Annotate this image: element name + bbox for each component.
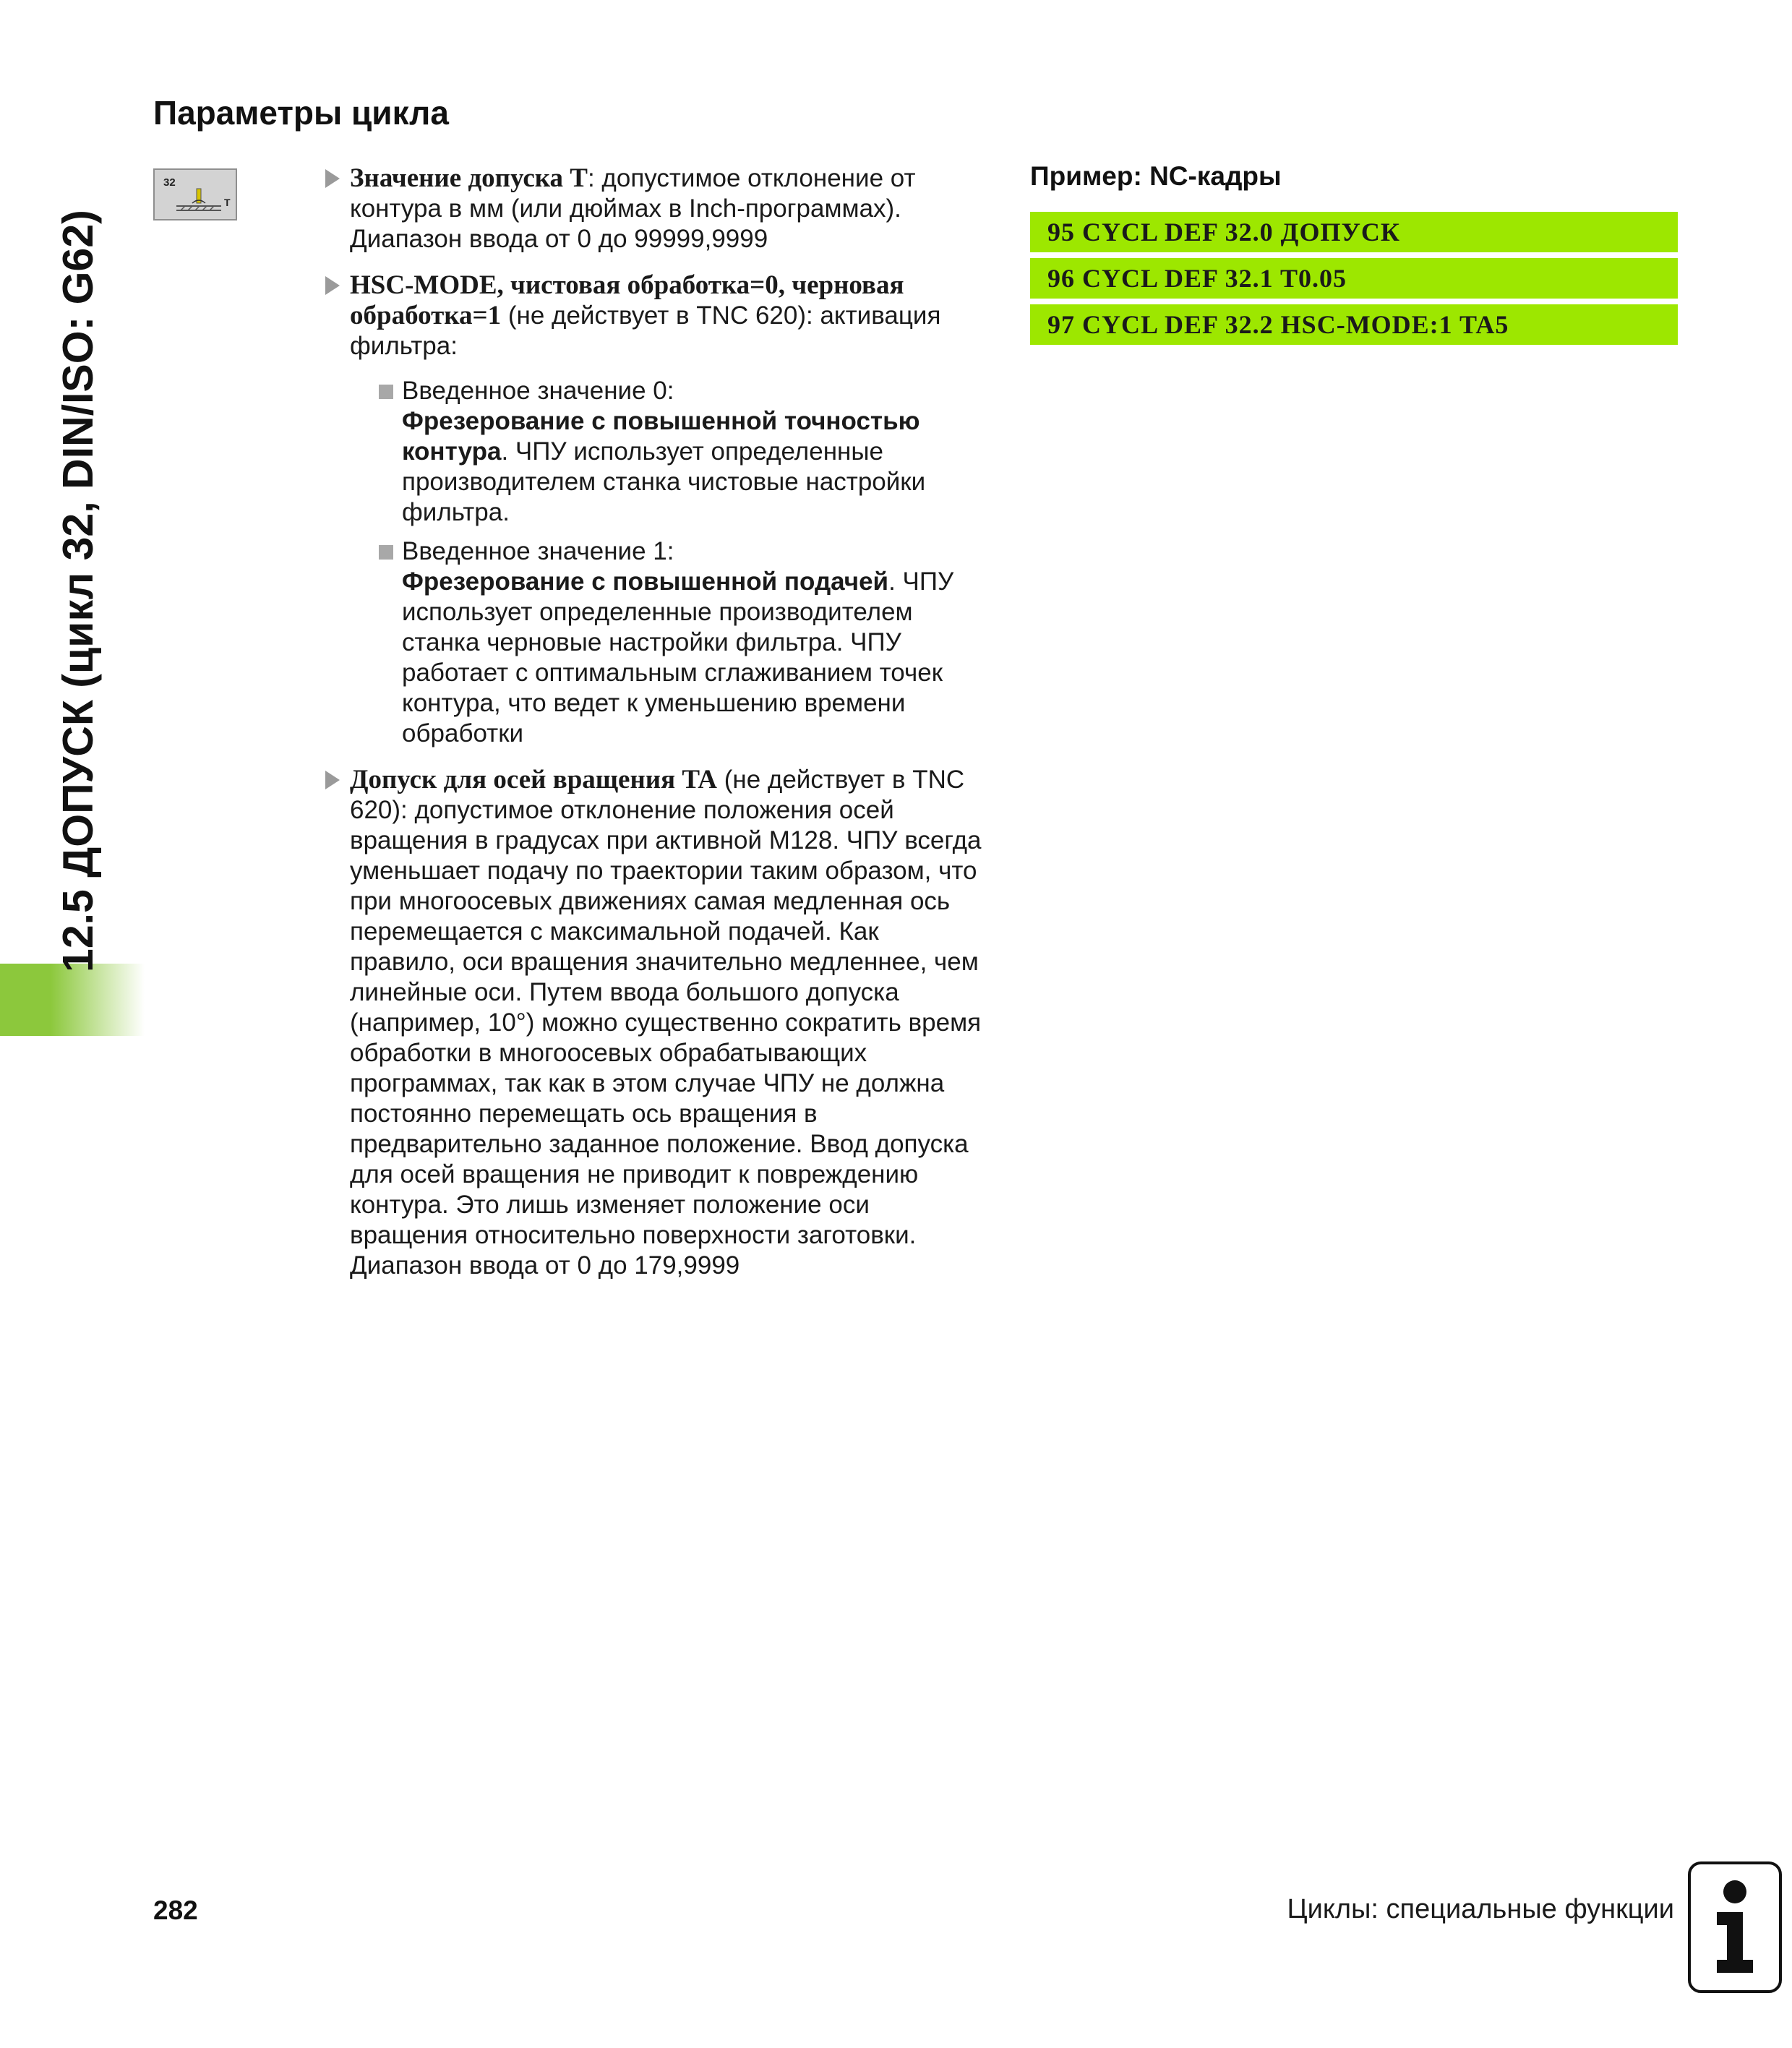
parameter-rotary-tolerance-ta (324, 765, 989, 1281)
option-intro: Введенное значение 0: (402, 377, 674, 405)
parameter-name: Допуск для осей вращения TA (350, 765, 718, 794)
parameter-name: Значение допуска T (350, 163, 588, 193)
cycle-parameters-list (324, 163, 989, 1297)
option-intro: Введенное значение 1: (402, 537, 674, 565)
nc-line: 95 CYCL DEF 32.0 ДОПУСК (1030, 212, 1678, 252)
nc-line: 96 CYCL DEF 32.1 T0.05 (1030, 258, 1678, 299)
option-description: . ЧПУ использует определенные производителем станка чистовые настройки фильтра. (402, 437, 926, 526)
hsc-mode-options (350, 376, 989, 749)
tolerance-cycle-softkey-icon (153, 168, 237, 220)
parameter-description: (не действует в TNC 620): допустимое отклонение положения осей вращения в градусах при активной M128. ЧПУ всегда уменьшает подачу по траектории таким образом, что при многоосевых движениях самая медленная ось перемещается с максимальной подачей. Как правило, оси вращения значительно медленнее, чем линейные оси. Путем ввода большого допуска (например, 10°) можно существенно сократить время обработки в многоосевых обрабатывающих программах, так как в этом случае ЧПУ не должна постоянно перемещать ось вращения в предварительно заданное положение. Ввод допуска для осей вращения не приводит к повреждению контура. Это лишь изменяет положение оси вращения относительно поверхности заготовки. Диапазон ввода от 0 до 179,9999 (350, 766, 982, 1280)
parameter-description: (не действует в TNC 620): активация фильтра: (350, 301, 941, 360)
option-bold-term: Фрезерование с повышенной точностью контура (402, 407, 920, 466)
hsc-option-1 (350, 536, 989, 749)
parameter-description: : допустимое отклонение от контура в мм (или дюймах в Inch-программах). Диапазон ввода от 0 до 99999,9999 (350, 164, 916, 253)
bullet-arrow-icon (325, 276, 340, 295)
bullet-square-icon (379, 385, 393, 399)
option-bold-term: Фрезерование с повышенной подачей (402, 567, 889, 596)
chapter-side-title: 12.5 ДОПУСК (цикл 32, DIN/ISO: G62) (54, 210, 102, 972)
bullet-square-icon (379, 545, 393, 560)
hsc-option-0 (350, 376, 989, 528)
example-heading: Пример: NC-кадры (1030, 161, 1282, 191)
softkey-letter: T (224, 197, 231, 208)
parameter-tolerance-t (324, 163, 989, 254)
footer-chapter-title: Циклы: специальные функции (1287, 1894, 1674, 1924)
nc-block-example (1030, 212, 1678, 351)
info-icon (1688, 1861, 1782, 1993)
page-number: 282 (153, 1895, 198, 1925)
parameter-hsc-mode (324, 270, 989, 749)
nc-line: 97 CYCL DEF 32.2 HSC-MODE:1 TA5 (1030, 304, 1678, 345)
option-description: . ЧПУ использует определенные производителем станка черновые настройки фильтра. ЧПУ работает с оптимальным сглаживанием точек контура, что ведет к уменьшению времени обработки (402, 567, 954, 747)
parameter-name: HSC-MODE, чистовая обработка=0, черновая обработка=1 (350, 270, 904, 330)
bullet-arrow-icon (325, 771, 340, 789)
section-heading: Параметры цикла (153, 94, 449, 132)
softkey-number: 32 (163, 176, 176, 189)
chapter-tab-marker (0, 964, 145, 1036)
bullet-arrow-icon (325, 169, 340, 188)
